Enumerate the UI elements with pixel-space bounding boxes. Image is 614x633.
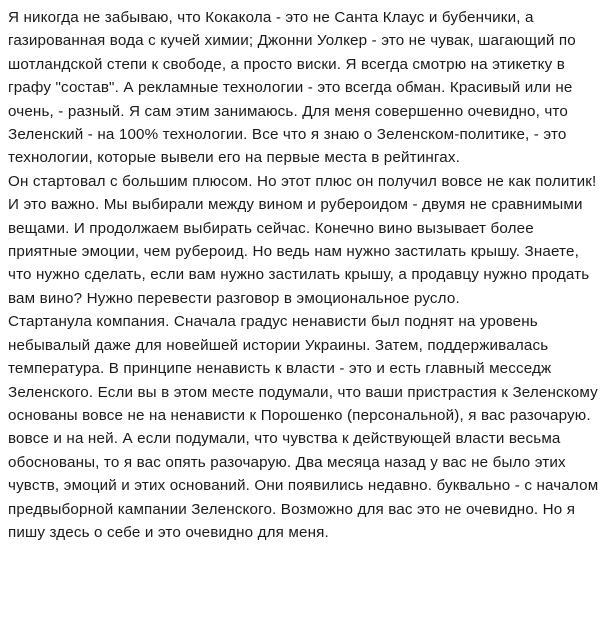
paragraph: Я никогда не забываю, что Кокакола - это не Санта Клаус и бубенчики, а газированная вода с кучей химии; Джонни Уолкер - это не чувак, шагающий по шотландской степи к свободе, а просто виски. Я всегда смотрю на этикетку в графу "состав". А рекламные технологии - это всегда обман. Красивый или не очень, - разный. Я сам этим занимаюсь. Для меня совершенно очевидно, что Зеленский - на 100% технологии. Все что я знаю о Зеленском-политике, - это технологии, которые вывели его на первые места в рейтингах. [8, 9, 581, 167]
paragraph: Он стартовал с большим плюсом. Но этот плюс он получил вовсе не как политик! И это важно. Мы выбирали между вином и рубероидом - двумя не сравнимыми вещами. И продолжаем выбирать сейчас. Конечно вино вызывает более приятные эмоции, чем рубероид. Но ведь нам нужно застилать крышу. Знаете, что нужно сделать, если вам нужно застилать крышу, а продавцу нужно продать вам вино? Нужно перевести разговор в эмоциональное русло. [8, 172, 601, 307]
paragraph: Стартанула компания. Сначала градус ненависти был поднят на уровень небывалый даже для новейшей истории Украины. Затем, поддерживалась температура. В принципе ненависть к власти - это и есть главный месседж Зеленского. Если вы в этом месте подумали, что ваши пристрастия к Зеленскому основаны вовсе не на ненависти к Порошенко (персональной), я вас разочарую. вовсе и на ней. А если подумали, что чувства к действующей власти весьма обоснованы, то я вас опять разочарую. Два месяца назад у вас не было этих чувств, эмоций и этих оснований. Они появились недавно. буквально - с началом предвыборной кампании Зеленского. Возможно для вас это не очевидно. Но я пишу здесь о себе и это очевидно для меня. [8, 313, 603, 541]
article-body [8, 6, 606, 544]
